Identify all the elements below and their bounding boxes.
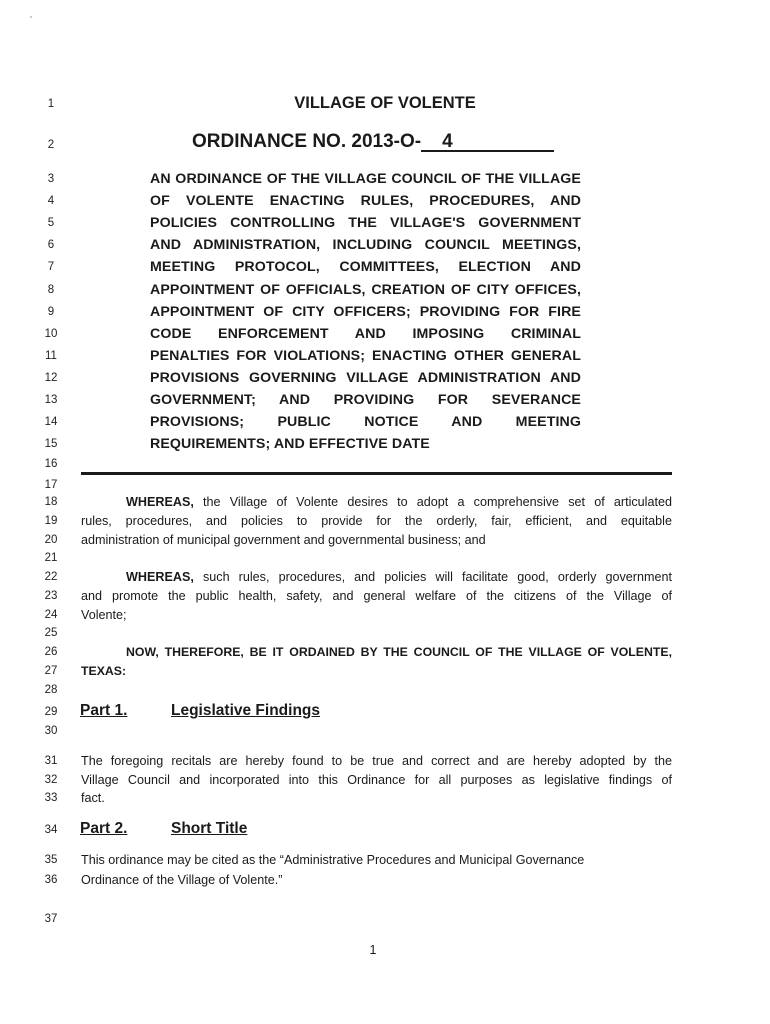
- caption-line: REQUIREMENTS; AND EFFECTIVE DATE: [150, 436, 430, 452]
- whereas-keyword: WHEREAS,: [126, 495, 194, 509]
- line-number: 32: [44, 774, 58, 786]
- line-number: 9: [47, 306, 55, 318]
- caption-line: PROVISIONS; PUBLIC NOTICE AND MEETING: [150, 414, 581, 430]
- line-number: 33: [44, 792, 58, 804]
- caption-line: AND ADMINISTRATION, INCLUDING COUNCIL MEETINGS,: [150, 237, 581, 253]
- caption-line: PROVISIONS GOVERNING VILLAGE ADMINISTRATION AND: [150, 370, 581, 386]
- line-number: 6: [47, 239, 55, 251]
- part-2-title: Short Title: [171, 820, 248, 837]
- village-title: VILLAGE OF VOLENTE: [294, 94, 476, 112]
- line-number: 5: [47, 217, 55, 229]
- line-number: 12: [44, 372, 58, 384]
- line-number: 11: [45, 350, 57, 362]
- caption-line: POLICIES CONTROLLING THE VILLAGE'S GOVERNMENT: [150, 215, 581, 231]
- ordained-clause-line: NOW, THEREFORE, BE IT ORDAINED BY THE COUNCIL OF THE VILLAGE OF VOLENTE,: [126, 645, 672, 659]
- whereas-2-line: Volente;: [81, 608, 127, 622]
- line-number: 28: [44, 684, 58, 696]
- caption-line: OF VOLENTE ENACTING RULES, PROCEDURES, AND: [150, 193, 581, 209]
- ordinance-number-blank: [421, 131, 554, 152]
- line-number: 17: [44, 479, 58, 491]
- line-number: 3: [47, 173, 55, 185]
- line-number: 20: [44, 534, 58, 546]
- line-number: 16: [44, 458, 58, 470]
- whereas-1-line: administration of municipal government and governmental business; and: [81, 533, 486, 547]
- line-number: 8: [47, 284, 55, 296]
- line-number: 27: [44, 665, 58, 677]
- line-number: 2: [47, 139, 55, 151]
- line-number: 26: [44, 646, 58, 658]
- caption-line: GOVERNMENT; AND PROVIDING FOR SEVERANCE: [150, 392, 581, 408]
- line-number: 7: [47, 261, 55, 273]
- line-number: 25: [44, 627, 58, 639]
- line-number: 37: [44, 913, 58, 925]
- whereas-2-line: and promote the public health, safety, and general welfare of the citizens of the Village of: [81, 589, 672, 603]
- caption-line: PENALTIES FOR VIOLATIONS; ENACTING OTHER GENERAL: [150, 348, 581, 364]
- line-number: 15: [44, 438, 58, 450]
- caption-line: MEETING PROTOCOL, COMMITTEES, ELECTION AND: [150, 259, 581, 275]
- caption-line: AN ORDINANCE OF THE VILLAGE COUNCIL OF THE VILLAGE: [150, 171, 581, 187]
- ordinance-prefix: ORDINANCE NO. 2013-O-: [192, 131, 422, 152]
- ordained-clause-line: TEXAS:: [81, 664, 127, 678]
- part-2-text-line: Ordinance of the Village of Volente.”: [81, 873, 283, 887]
- ordinance-number: 4: [442, 131, 453, 152]
- caption-line: CODE ENFORCEMENT AND IMPOSING CRIMINAL: [150, 326, 581, 342]
- caption-divider: [81, 472, 672, 475]
- line-number: 31: [44, 755, 58, 767]
- scan-speck: [30, 16, 32, 18]
- whereas-keyword: WHEREAS,: [126, 570, 194, 584]
- part-1-title: Legislative Findings: [171, 702, 320, 719]
- part-1-text-line: The foregoing recitals are hereby found to be true and correct and are hereby adopted by the: [81, 754, 672, 768]
- line-number: 1: [47, 98, 55, 110]
- whereas-text: such rules, procedures, and policies will facilitate good, orderly government: [193, 570, 672, 584]
- line-number: 10: [44, 328, 58, 340]
- line-number: 36: [44, 874, 58, 886]
- part-1-text-line: Village Council and incorporated into this Ordinance for all purposes as legislative findings of: [81, 773, 672, 787]
- line-number: 19: [44, 515, 58, 527]
- line-number: 35: [44, 854, 58, 866]
- line-number: 4: [47, 195, 55, 207]
- line-number: 21: [44, 552, 58, 564]
- whereas-1-line: rules, procedures, and policies to provide for the orderly, fair, efficient, and equitable: [81, 514, 672, 528]
- whereas-1-line: [126, 494, 672, 510]
- caption-line: APPOINTMENT OF OFFICIALS, CREATION OF CITY OFFICES,: [150, 282, 581, 298]
- line-number: 13: [44, 394, 58, 406]
- line-number: 34: [44, 824, 58, 836]
- page-number: 1: [369, 943, 377, 957]
- caption-line: APPOINTMENT OF CITY OFFICERS; PROVIDING FOR FIRE: [150, 304, 581, 320]
- line-number: 14: [44, 416, 58, 428]
- line-number: 30: [44, 725, 58, 737]
- whereas-2-line: [126, 569, 672, 585]
- line-number: 23: [44, 590, 58, 602]
- part-2-label: Part 2.: [80, 820, 128, 837]
- line-number: 22: [44, 571, 58, 583]
- whereas-text: the Village of Volente desires to adopt a comprehensive set of articulated: [193, 495, 672, 509]
- line-number: 18: [44, 496, 58, 508]
- part-2-text-line: This ordinance may be cited as the “Administrative Procedures and Municipal Governance: [81, 853, 585, 867]
- part-1-text-line: fact.: [81, 791, 105, 805]
- line-number: 29: [44, 706, 58, 718]
- line-number: 24: [44, 609, 58, 621]
- part-1-label: Part 1.: [80, 702, 128, 719]
- ordinance-number-line: [192, 131, 554, 152]
